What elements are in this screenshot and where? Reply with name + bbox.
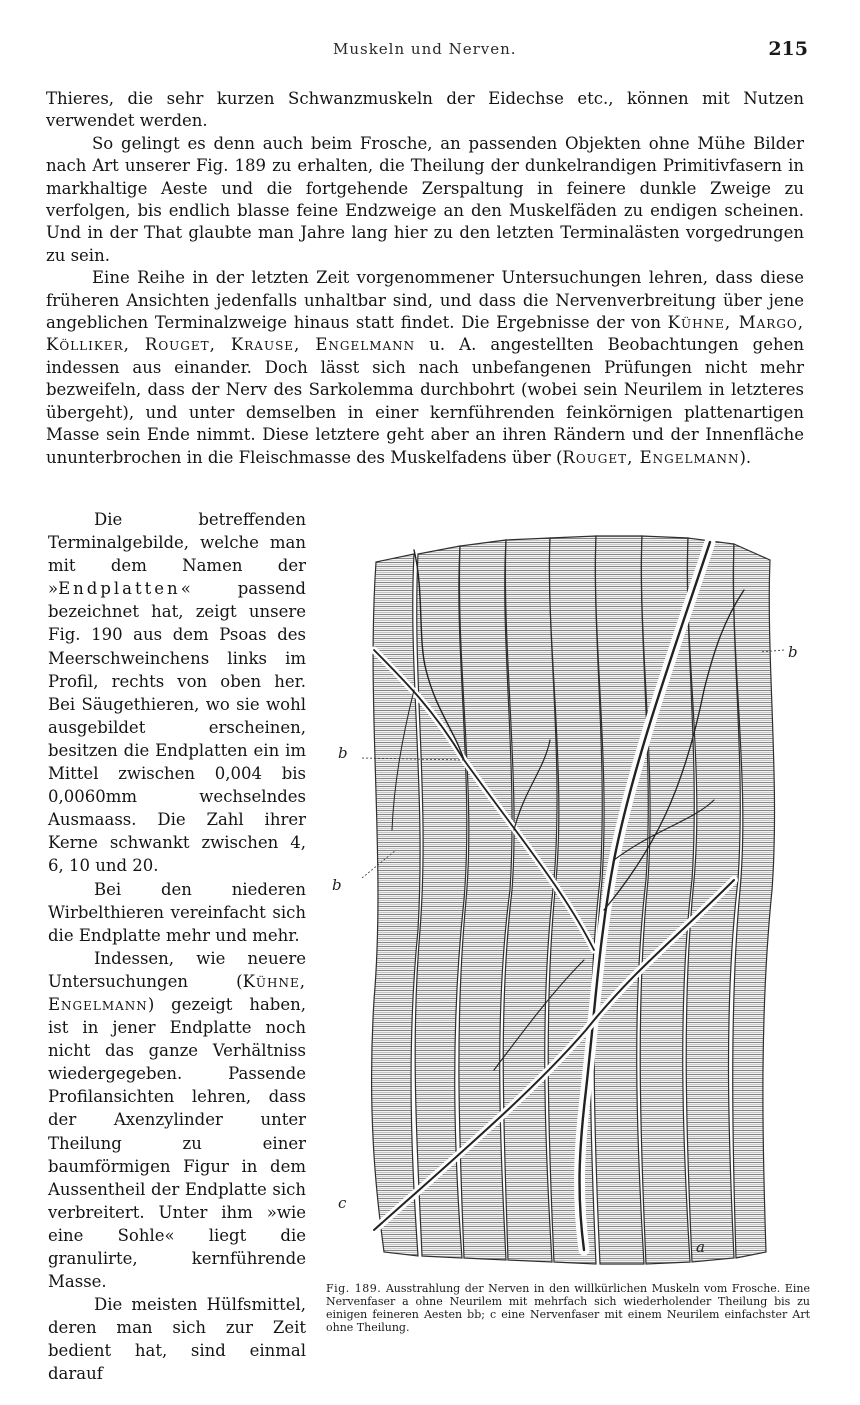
page-number: 215 <box>768 38 808 60</box>
paragraph-3-text-b: u. A. angestellten Beobachtungen gehen indessen aus einander. Doch lässt sich nach unbefangenen Prüfungen nicht mehr bezweifeln, dass der Nerv des Sarkolemma durchbohrt (wobei sein Neurilem in letzteres übergeht), und unter demselben in einer kernführenden feinkörnigen plattenartigen Masse sein Ende nimmt. Diese letztere geht aber an ihren Rändern und der Innenfläche ununterbrochen in die Fleischmasse des Muskelfadens über ( <box>46 335 804 467</box>
figure-label-b-left-2: b <box>332 876 342 894</box>
paragraph-4 <box>48 508 306 878</box>
author-names-2: Rouget, Engelmann <box>562 447 740 467</box>
author-names-3: Kühne, Engelmann <box>48 971 306 1014</box>
paragraph-4-text-b: « passend bezeichnet hat, zeigt unsere Fig. 190 aus dem Psoas des Meerschweinchens links im Profil, rechts von oben her. Bei Säugethieren, wo sie wohl ausgebildet erscheinen, besitzen die Endplatten ein im Mittel zwischen 0,004 bis 0,0060mm wechselndes Ausmaass. Die Zahl ihrer Kerne schwankt zwischen 4, 6, 10 und 20. <box>48 579 306 876</box>
left-column-text <box>48 508 306 1386</box>
paragraph-6-text-a: Indessen, wie neuere Untersuchungen ( <box>48 948 306 991</box>
muscle-fiber <box>733 544 775 1258</box>
paragraph-4-text-a: Die betreffenden Terminalgebilde, welche man mit dem Namen der » <box>48 510 306 599</box>
main-text <box>46 88 804 469</box>
paragraph-6 <box>48 947 306 1293</box>
author-names: Kühne, Margo, Kölliker, Rouget, Krause, Engelmann <box>46 313 805 355</box>
figure-label-b-right: b <box>788 643 798 661</box>
running-title: Muskeln und Nerven. <box>333 40 517 58</box>
paragraph-1: Thieres, die sehr kurzen Schwanzmuskeln der Eidechse etc., können mit Nutzen verwendet werden. <box>46 89 804 131</box>
paragraph-3 <box>46 267 804 469</box>
figure-label-c: c <box>338 1194 347 1212</box>
paragraph-3-text-a: Eine Reihe in der letzten Zeit vorgenommener Untersuchungen lehren, dass diese früheren Ansichten jedenfalls unhaltbar sind, und dass die Nervenverbreitung über jene angeblichen Terminalzweige hinaus statt findet. Die Ergebnisse der von <box>46 268 804 333</box>
figure-189-illustration <box>314 530 814 1290</box>
caption-text: Ausstrahlung der Nerven in den willkürlichen Muskeln vom Frosche. Eine Nervenfaser a ohne Neurilem mit mehrfach sich wiederholender Theilung bis zu einigen feineren Aesten bb; c eine Nervenfaser mit einem Neurilem einfachster Art ohne Theilung. <box>326 1282 810 1334</box>
paragraph-6-text-b: ) gezeigt haben, ist in jener Endplatte noch nicht das ganze Verhältniss wiedergegeben. Passende Profilansichten lehren, dass der Axenzylinder unter Theilung zu einer baumförmigen Figur in dem Aussentheil der Endplatte sich verbreitert. Unter ihm »wie eine Sohle« liegt die granulirte, kernführende Masse. <box>48 994 306 1292</box>
caption-figure-number: Fig. 189. <box>326 1282 382 1295</box>
paragraph-2: So gelingt es denn auch beim Frosche, an passenden Objekten ohne Mühe Bilder nach Art unserer Fig. 189 zu erhalten, die Theilung der dunkelrandigen Primitivfasern in markhaltige Aeste und die fortgehende Zerspaltung in feinere dunkle Zweige zu verfolgen, bis endlich blasse feine Endzweige an den Muskelfäden zu endigen scheinen. Und in der That glaubte man Jahre lang hier zu den letzten Terminalästen vorgedrungen zu sein. <box>46 133 804 265</box>
endplatten-term: Endplatten <box>58 579 181 599</box>
figure-caption <box>326 1282 810 1334</box>
paragraph-5: Bei den niederen Wirbelthieren vereinfacht sich die Endplatte mehr und mehr. <box>48 879 306 945</box>
figure-label-a: a <box>696 1238 705 1256</box>
muscle-fiber <box>640 536 694 1264</box>
muscle-fiber <box>503 538 557 1262</box>
figure-label-b-left-1: b <box>338 744 348 762</box>
muscle-fiber-engraving <box>314 530 814 1290</box>
paragraph-7: Die meisten Hülfsmittel, deren man sich zur Zeit bedient hat, sind einmal darauf <box>48 1295 306 1384</box>
paragraph-3-text-c: ). <box>739 447 752 467</box>
